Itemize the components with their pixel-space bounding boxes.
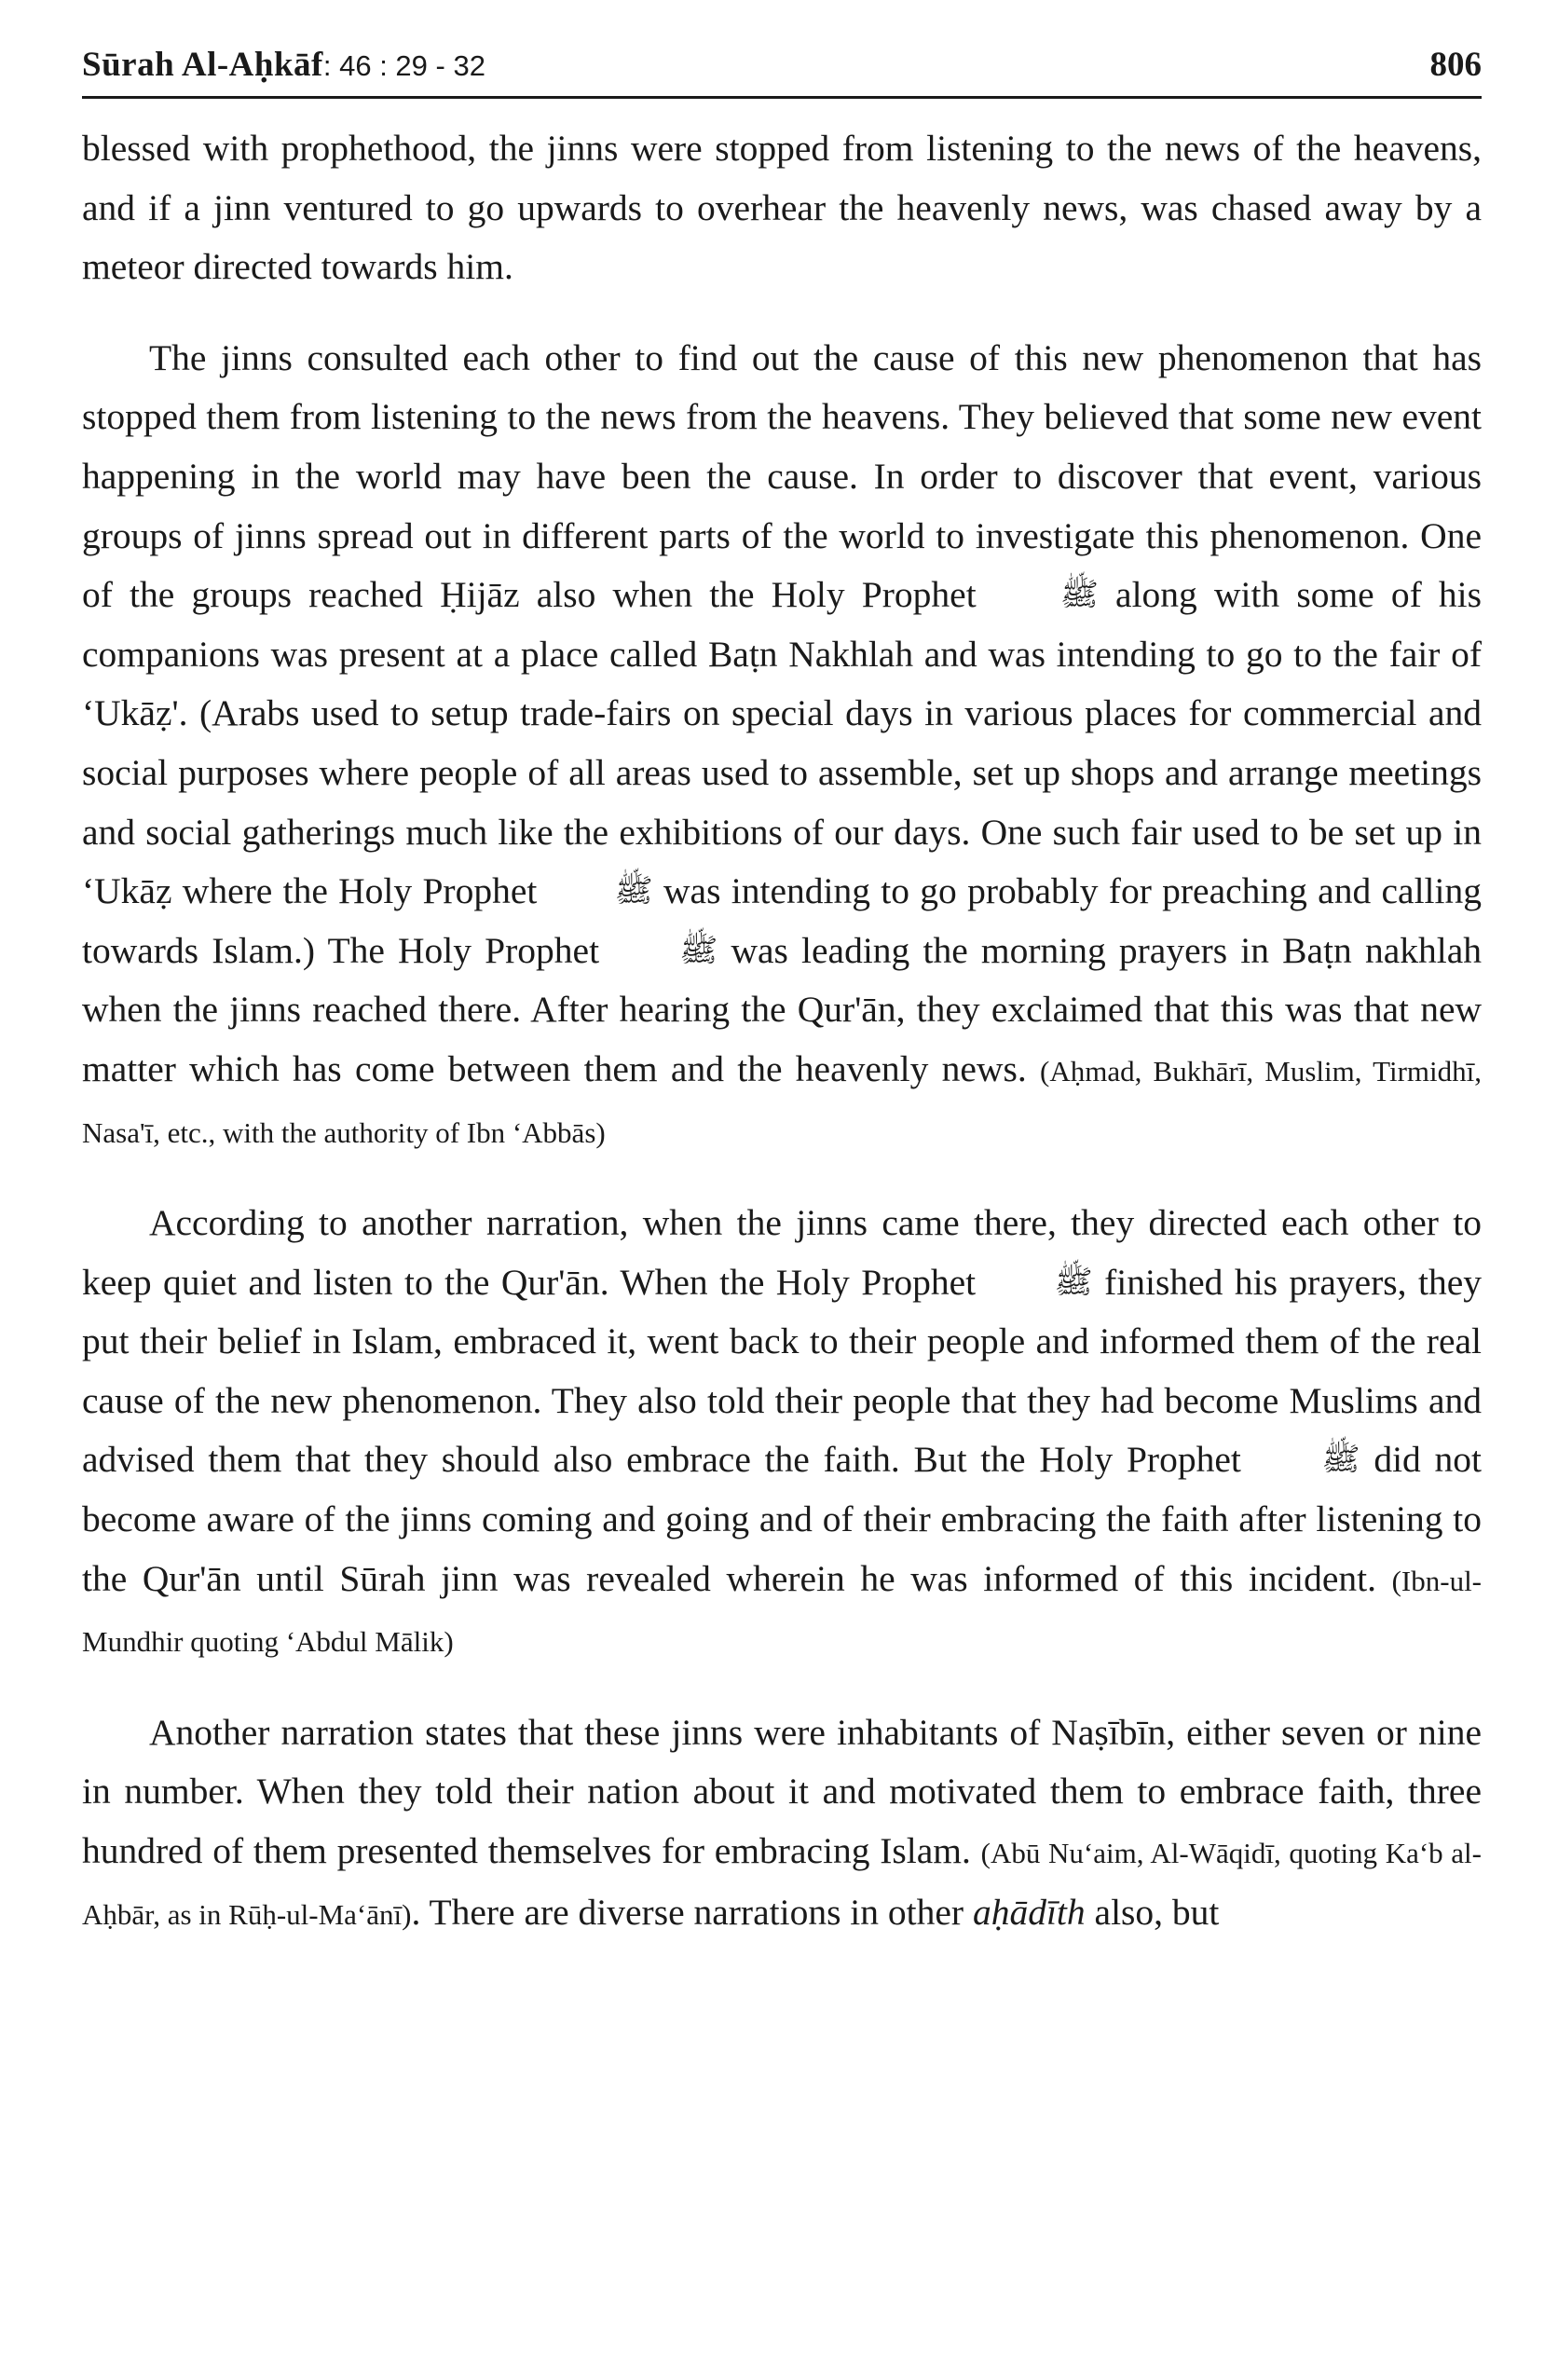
citation: (Aḥmad, Bukhārī, Muslim, Tirmidhī, Nasa'ī, etc., with the authority of Ibn ‘Abbās): [82, 1054, 1482, 1149]
paragraph-text: The jinns consulted each other to find out the cause of this new phenomenon that has stopped them from listening to the news from the heavens. They believed that some new event happening in the world may have been the cause. In order to discover that event, various groups of jinns spread out in different parts of the world to investigate this phenomenon. One of the groups reached Ḥijāz also when the Holy Prophet: [82, 336, 1482, 616]
paragraph-text: . There are diverse narrations in other: [411, 1891, 973, 1933]
citation: (Abū Nu‘aim, Al-Wāqidī, quoting Ka‘b al-Aḥbār, as in Rūḥ-ul-Ma‘ānī): [82, 1837, 1482, 1931]
paragraph-text: was leading the morning prayers in Baṭn nakhlah when the jinns reached there. After hearing the Qur'ān, they exclaimed that this was that new matter which has come between them and the heavenly news.: [82, 929, 1482, 1089]
paragraph-text: along with some of his companions was present at a place called Baṭn Nakhlah and was intending to go to the fair of ‘Ukāẓ'. (Arabs used to setup trade-fairs on special days in various places for commercial and social purposes where people of all areas used to assemble, set up shops and arrange meetings and social gatherings much like the exhibitions of our days. One such fair used to be set up in ‘Ukāẓ where the Holy Prophet: [82, 574, 1483, 912]
page: [82, 45, 1482, 1976]
paragraph-text: also, but: [1085, 1891, 1220, 1933]
verse-reference: : 46 : 29 - 32: [322, 49, 485, 82]
body-text: [82, 119, 1482, 1944]
page-number: 806: [1429, 46, 1482, 84]
paragraph-text: Another narration states that these jinns were inhabitants of Naṣībīn, either seven or nine in number. When they told their nation about it and motivated them to embrace faith, three hundred of them presented themselves for embracing Islam.: [82, 1711, 1482, 1872]
salutation-symbol: ﷺ: [1321, 1443, 1360, 1478]
header-left: [82, 45, 485, 85]
salutation-symbol: ﷺ: [1054, 1265, 1093, 1300]
paragraph: [82, 1703, 1482, 1944]
paragraph-text: According to another narration, when the jinns came there, they directed each other to keep quiet and listen to the Qur'ān. When the Holy Prophet: [82, 1202, 1482, 1303]
salutation-symbol: ﷺ: [679, 933, 718, 968]
salutation-symbol: ﷺ: [614, 874, 653, 910]
paragraph-text: did not become aware of the jinns coming and going and of their embracing the faith after listening to the Qur'ān until Sūrah jinn was revealed wherein he was informed of this incident.: [82, 1439, 1482, 1599]
paragraph-text: finished his prayers, they put their belief in Islam, embraced it, went back to their people and informed them of the real cause of the new phenomenon. They also told their people that they had become Muslims and advised them that they should also embrace the faith. But the Holy Prophet: [82, 1261, 1482, 1481]
paragraph-text: was intending to go probably for preaching and calling towards Islam.) The Holy Prophet: [82, 870, 1483, 971]
running-header: [82, 45, 1482, 99]
salutation-symbol: ﷺ: [1059, 578, 1099, 613]
citation: (Ibn-ul-Mundhir quoting ‘Abdul Mālik): [82, 1564, 1482, 1659]
surah-title: Sūrah Al-Aḥkāf: [82, 46, 323, 84]
paragraph-text: blessed with prophethood, the jinns were stopped from listening to the news of the heavens, and if a jinn ventured to go upwards to overhear the heavenly news, was chased away by a meteor directed towards him.: [82, 128, 1482, 288]
italic-term: aḥādīth: [972, 1891, 1086, 1933]
paragraph: [82, 1194, 1482, 1672]
paragraph: [82, 119, 1482, 297]
paragraph: [82, 329, 1482, 1162]
